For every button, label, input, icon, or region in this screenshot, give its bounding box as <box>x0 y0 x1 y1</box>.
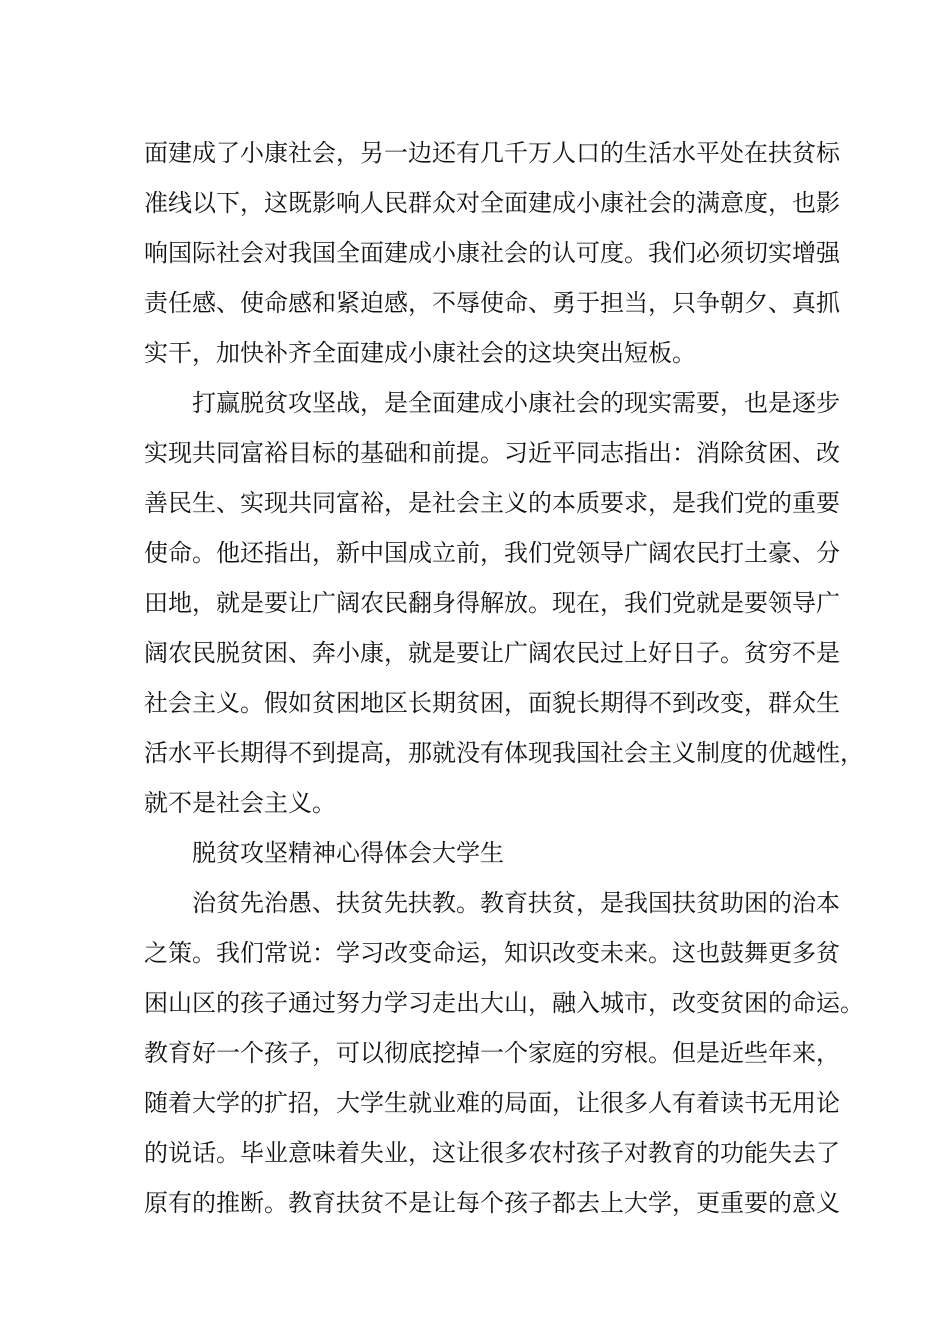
paragraph-line: 准线以下，这既影响人民群众对全面建成小康社会的满意度，也影 <box>144 189 840 217</box>
paragraph-line: 原有的推断。教育扶贫不是让每个孩子都去上大学，更重要的意义 <box>144 1189 840 1217</box>
paragraph-line: 活水平长期得不到提高，那就没有体现我国社会主义制度的优越性， <box>144 739 864 767</box>
section-heading: 脱贫攻坚精神心得体会大学生 <box>192 839 504 867</box>
paragraph-line: 困山区的孩子通过努力学习走出大山，融入城市，改变贫困的命运。 <box>144 989 864 1017</box>
paragraph-line: 责任感、使命感和紧迫感，不辱使命、勇于担当，只争朝夕、真抓 <box>144 289 840 317</box>
paragraph-line: 田地，就是要让广阔农民翻身得解放。现在，我们党就是要领导广 <box>144 589 840 617</box>
paragraph-line: 使命。他还指出，新中国成立前，我们党领导广阔农民打土豪、分 <box>144 539 840 567</box>
document-body <box>144 128 864 1228</box>
paragraph-line: 面建成了小康社会，另一边还有几千万人口的生活水平处在扶贫标 <box>144 139 840 167</box>
paragraph-line: 教育好一个孩子，可以彻底挖掉一个家庭的穷根。但是近些年来， <box>144 1039 840 1067</box>
paragraph-line: 之策。我们常说：学习改变命运，知识改变未来。这也鼓舞更多贫 <box>144 939 840 967</box>
paragraph-line: 实现共同富裕目标的基础和前提。习近平同志指出：消除贫困、改 <box>144 439 840 467</box>
paragraph-line: 治贫先治愚、扶贫先扶教。教育扶贫，是我国扶贫助困的治本 <box>192 889 840 917</box>
paragraph-line: 的说话。毕业意味着失业，这让很多农村孩子对教育的功能失去了 <box>144 1139 840 1167</box>
paragraph-line: 随着大学的扩招，大学生就业难的局面，让很多人有着读书无用论 <box>144 1089 840 1117</box>
paragraph-line: 打赢脱贫攻坚战，是全面建成小康社会的现实需要，也是逐步 <box>192 389 840 417</box>
paragraph-line: 社会主义。假如贫困地区长期贫困，面貌长期得不到改变，群众生 <box>144 689 840 717</box>
paragraph-line: 实干，加快补齐全面建成小康社会的这块突出短板。 <box>144 339 696 367</box>
paragraph-line: 就不是社会主义。 <box>144 789 336 817</box>
paragraph-line: 善民生、实现共同富裕，是社会主义的本质要求，是我们党的重要 <box>144 489 840 517</box>
paragraph-line: 响国际社会对我国全面建成小康社会的认可度。我们必须切实增强 <box>144 239 840 267</box>
paragraph-line: 阔农民脱贫困、奔小康，就是要让广阔农民过上好日子。贫穷不是 <box>144 639 840 667</box>
